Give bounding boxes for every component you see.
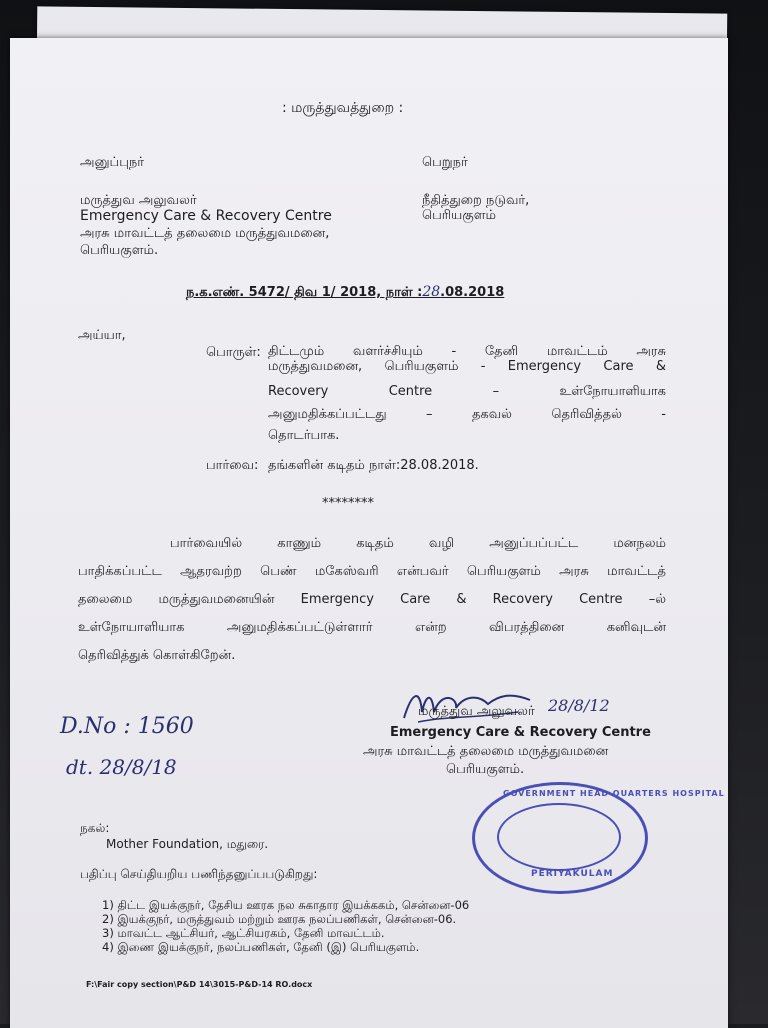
footer-file-path: F:\Fair copy section\P&D 14\3015-P&D-14 RO.docx — [86, 980, 313, 989]
to-line-1: நீதித்துறை நடுவர், — [422, 193, 530, 208]
salutation: அய்யா, — [78, 328, 126, 343]
body-line-4: உள்நோயாளியாக அனுமதிக்கப்பட்டுள்ளார் என்ற விபரத்தினை கனிவுடன் — [78, 620, 666, 635]
department-heading: : மருத்துவத்துறை : — [282, 100, 404, 116]
from-line-2: Emergency Care & Recovery Centre — [80, 208, 332, 224]
copy-recipient: Mother Foundation, மதுரை. — [106, 837, 269, 851]
signature-handwritten-date: 28/8/12 — [548, 696, 610, 715]
handwritten-dt: dt. 28/8/18 — [66, 755, 177, 779]
copy-label: நகல்: — [80, 821, 110, 835]
ref-month-year: .08.2018 — [440, 285, 505, 300]
seal-bottom-text: PERIYAKULAM — [531, 869, 614, 879]
cc-item-2: 2) இயக்குநர், மருத்துவம் மற்றும் ஊரக நலப்பணிகள், சென்னை-06. — [102, 912, 457, 926]
body-line-3: தலைமை மருத்துவமனையின் Emergency Care & Recovery Centre –ல் — [78, 592, 666, 607]
to-label: பெறுநர் — [422, 155, 468, 170]
reference-label: பார்வை: — [206, 458, 259, 473]
subject-label: பொருள்: — [206, 345, 261, 360]
from-label: அனுப்புநர் — [80, 155, 145, 170]
signature-line-4: பெரியகுளம். — [446, 762, 525, 777]
separator: ******** — [322, 496, 374, 511]
cc-item-1: 1) திட்ட இயக்குநர், தேசிய ஊரக நல சுகாதார இயக்ககம், சென்னை-06 — [102, 898, 470, 912]
cc-item-4: 4) இணை இயக்குநர், நலப்பணிகள், தேனி (இ) பெரியகுளம். — [102, 940, 420, 954]
subject-line-5: தொடர்பாக. — [268, 428, 340, 443]
seal-top-text: GOVERNMENT HEAD QUARTERS HOSPITAL — [503, 789, 725, 798]
signature-line-1: மருத்துவ அலுவலர் — [418, 704, 535, 719]
cc-label: பதிப்பு செய்தியறிய பணிந்தனுப்பபடுகிறது: — [80, 867, 318, 881]
subject-line-1: திட்டமும் வளர்ச்சியும் - தேனி மாவட்டம் அரசு — [268, 344, 666, 359]
subject-line-3: Recovery Centre – உள்நோயாளியாக — [268, 384, 666, 399]
signature-line-2: Emergency Care & Recovery Centre — [390, 725, 651, 740]
from-line-3: அரசு மாவட்டத் தலைமை மருத்துவமனை, — [80, 226, 330, 241]
ref-number-text: ந.க.எண். 5472/ திவ 1/ 2018, நாள் : — [186, 285, 423, 300]
subject-line-4: அனுமதிக்கப்பட்டது – தகவல் தெரிவித்தல் - — [268, 407, 666, 422]
body-line-5: தெரிவித்துக் கொள்கிறேன். — [78, 648, 236, 663]
hospital-seal — [472, 782, 725, 894]
from-line-4: பெரியகுளம். — [80, 243, 159, 258]
hospital-seal-inner-ring — [497, 803, 621, 871]
cc-item-3: 3) மாவட்ட ஆட்சியர், ஆட்சியரகம், தேனி மாவட்டம். — [102, 926, 385, 940]
subject-line-2: மருத்துவமனை, பெரியகுளம் - Emergency Care & — [268, 359, 666, 374]
reference-text: தங்களின் கடிதம் நாள்:28.08.2018. — [268, 458, 479, 473]
body-line-2: பாதிக்கப்பட்ட ஆதரவற்ற பெண் மகேஸ்வரி என்பவர் பெரியகுளம் அரசு மாவட்டத் — [78, 564, 666, 579]
handwritten-dno: D.No : 1560 — [60, 714, 194, 739]
signature-line-3: அரசு மாவட்டத் தலைமை மருத்துவமனை — [363, 744, 609, 759]
body-line-1: பார்வையில் காணும் கடிதம் வழி அனுப்பப்பட்ட மனநலம் — [170, 536, 666, 551]
from-line-1: மருத்துவ அலுவலர் — [80, 193, 197, 208]
ref-handwritten-day: 28 — [422, 284, 441, 300]
letter-sheet — [10, 38, 728, 1028]
to-line-2: பெரியகுளம் — [422, 208, 496, 223]
reference-number — [186, 284, 504, 301]
